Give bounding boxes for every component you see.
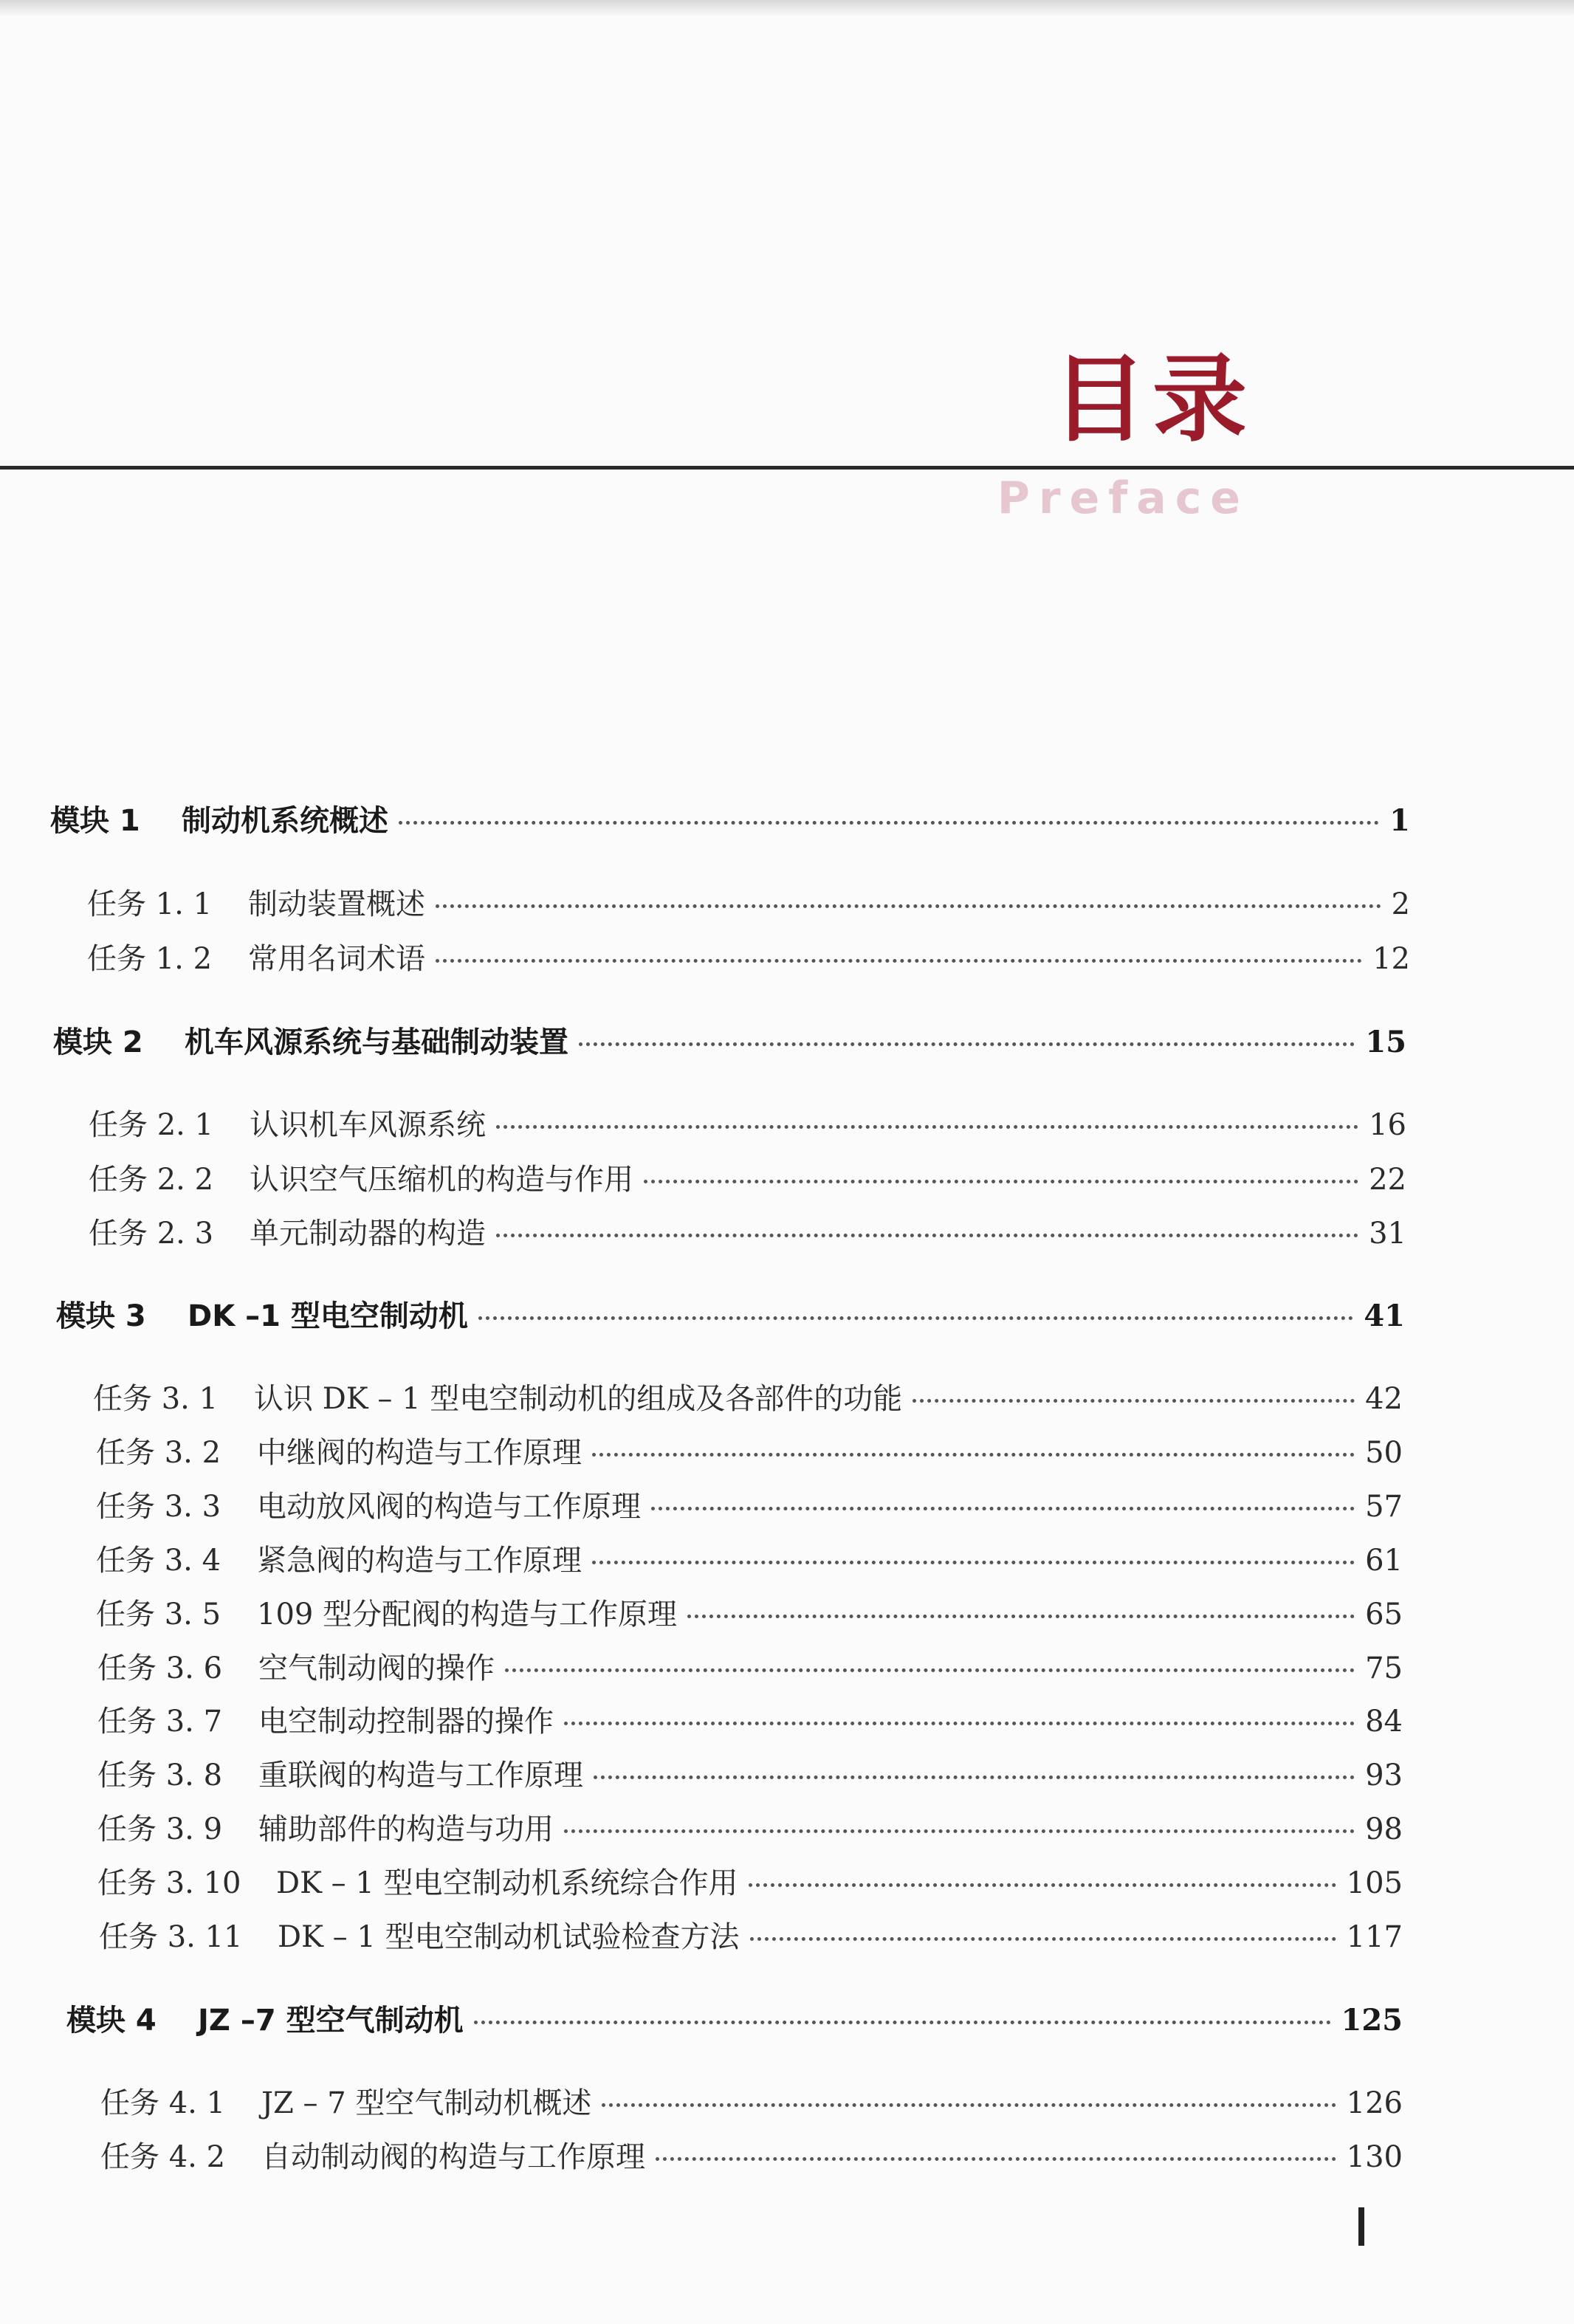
dot-leader (564, 1829, 1355, 1833)
page-number: 125 (1341, 2003, 1403, 2038)
page-number: 75 (1365, 1651, 1403, 1685)
page-number: 117 (1346, 1920, 1403, 1954)
task-number: 任务 3. 9 (97, 1812, 223, 1846)
page-number: 130 (1346, 2140, 1403, 2174)
page-number: 126 (1346, 2086, 1403, 2120)
toc-task-row (89, 1210, 1406, 1252)
dot-leader (687, 1615, 1355, 1618)
task-number: 任务 3. 6 (97, 1651, 223, 1685)
dot-leader (656, 2157, 1336, 2161)
toc-task-row (97, 1806, 1403, 1848)
task-title: 认识 DK – 1 型电空制动机的组成及各部件的功能 (254, 1382, 903, 1416)
page-number: 61 (1365, 1544, 1403, 1578)
task-title: 电动放风阀的构造与工作原理 (257, 1490, 641, 1524)
toc-task-row (87, 935, 1410, 977)
task-number: 任务 1. 2 (87, 942, 213, 976)
dot-leader (564, 1722, 1355, 1725)
task-number: 任务 1. 1 (87, 887, 213, 921)
dot-leader (592, 1561, 1355, 1564)
dot-leader (651, 1507, 1355, 1510)
page-number: 84 (1365, 1705, 1403, 1739)
task-number: 任务 3. 11 (99, 1920, 243, 1954)
page-subtitle: Preface (997, 472, 1249, 524)
task-title: 中继阀的构造与工作原理 (257, 1436, 582, 1470)
page-number: 65 (1365, 1598, 1403, 1632)
task-number: 任务 3. 1 (93, 1382, 219, 1416)
dot-leader (436, 959, 1362, 963)
task-title: 常用名词术语 (248, 942, 425, 976)
dot-leader (496, 1234, 1358, 1237)
toc-task-row (97, 1752, 1403, 1794)
page-title: 目录 (1051, 345, 1253, 455)
task-number: 任务 3. 4 (96, 1544, 221, 1578)
dot-leader (505, 1668, 1355, 1672)
module-number: 模块 1 (50, 804, 140, 838)
toc-task-row (97, 1860, 1403, 1902)
task-title: 重联阀的构造与工作原理 (258, 1759, 583, 1792)
task-number: 任务 3. 8 (97, 1759, 223, 1792)
task-number: 任务 3. 7 (97, 1705, 223, 1739)
dot-leader (399, 821, 1379, 825)
toc-task-row (96, 1591, 1403, 1633)
page-number: 22 (1369, 1163, 1406, 1197)
module-number: 模块 3 (56, 1299, 146, 1333)
module-number: 模块 4 (66, 2004, 157, 2038)
page-number: 105 (1346, 1866, 1403, 1900)
toc-task-row (87, 881, 1410, 923)
toc-task-row (97, 1698, 1403, 1740)
dot-leader (749, 1883, 1336, 1887)
toc-module-row (50, 797, 1410, 839)
task-title: 辅助部件的构造与功用 (258, 1812, 554, 1846)
dot-leader (436, 904, 1381, 908)
toc-task-row (99, 1914, 1403, 1956)
page-number: 1 (1389, 803, 1410, 838)
task-title: 制动装置概述 (248, 887, 425, 921)
module-title: 制动机系统概述 (182, 804, 388, 838)
task-number: 任务 2. 1 (89, 1108, 214, 1142)
page-number: 42 (1365, 1382, 1403, 1416)
task-number: 任务 4. 2 (100, 2140, 226, 2174)
toc-task-row (96, 1537, 1403, 1579)
module-title: JZ –7 型空气制动机 (198, 2004, 464, 2038)
page-top-edge-shadow (0, 0, 1574, 16)
task-title: 单元制动器的构造 (250, 1217, 486, 1251)
page-number: 15 (1365, 1025, 1406, 1059)
dot-leader (478, 1316, 1353, 1320)
toc-module-row (66, 1997, 1403, 2039)
toc-task-row (89, 1156, 1406, 1198)
page-number: 41 (1364, 1299, 1405, 1333)
task-title: 认识机车风源系统 (250, 1108, 486, 1142)
dot-leader (602, 2103, 1336, 2107)
task-title: JZ – 7 型空气制动机概述 (261, 2086, 592, 2120)
task-number: 任务 3. 10 (97, 1866, 241, 1900)
module-title: 机车风源系统与基础制动装置 (185, 1025, 568, 1059)
toc-module-row (56, 1293, 1405, 1335)
task-title: 认识空气压缩机的构造与作用 (250, 1163, 633, 1197)
page-number: 93 (1365, 1759, 1403, 1792)
dot-leader (474, 2021, 1331, 2024)
task-number: 任务 2. 2 (89, 1163, 214, 1197)
task-title: DK – 1 型电空制动机系统综合作用 (276, 1866, 738, 1900)
toc-task-row (100, 2080, 1403, 2122)
task-title: 电空制动控制器的操作 (258, 1705, 554, 1739)
dot-leader (496, 1125, 1358, 1129)
toc-task-row (97, 1645, 1403, 1687)
page-number: 57 (1365, 1490, 1403, 1524)
task-number: 任务 2. 3 (89, 1217, 214, 1251)
toc-module-row (53, 1019, 1406, 1061)
task-title: 自动制动阀的构造与工作原理 (261, 2140, 645, 2174)
task-number: 任务 3. 5 (96, 1598, 221, 1632)
page-number: 12 (1372, 942, 1410, 976)
toc-task-row (96, 1483, 1403, 1525)
toc-task-row (93, 1375, 1403, 1417)
page-number: 50 (1365, 1436, 1403, 1470)
dot-leader (750, 1937, 1336, 1941)
task-title: DK – 1 型电空制动机试验检查方法 (278, 1920, 740, 1954)
toc-task-row (96, 1429, 1403, 1471)
dot-leader (644, 1180, 1358, 1183)
dot-leader (913, 1399, 1355, 1403)
task-title: 空气制动阀的操作 (258, 1651, 495, 1685)
task-title: 紧急阀的构造与工作原理 (257, 1544, 582, 1578)
dot-leader (594, 1775, 1355, 1779)
task-title: 109 型分配阀的构造与工作原理 (257, 1598, 678, 1632)
module-number: 模块 2 (53, 1025, 143, 1059)
toc-task-row (100, 2134, 1403, 2176)
task-number: 任务 4. 1 (100, 2086, 226, 2120)
page-number: 98 (1365, 1812, 1403, 1846)
module-title: DK –1 型电空制动机 (188, 1299, 468, 1333)
toc-task-row (89, 1101, 1406, 1144)
title-rule (0, 466, 1574, 470)
task-number: 任务 3. 3 (96, 1490, 221, 1524)
dot-leader (579, 1042, 1355, 1046)
page-number: 2 (1391, 887, 1410, 921)
page-number: 31 (1369, 1217, 1406, 1251)
page-number: 16 (1369, 1108, 1406, 1142)
task-number: 任务 3. 2 (96, 1436, 221, 1470)
dot-leader (592, 1453, 1355, 1457)
page-folio-mark (1358, 2207, 1364, 2246)
